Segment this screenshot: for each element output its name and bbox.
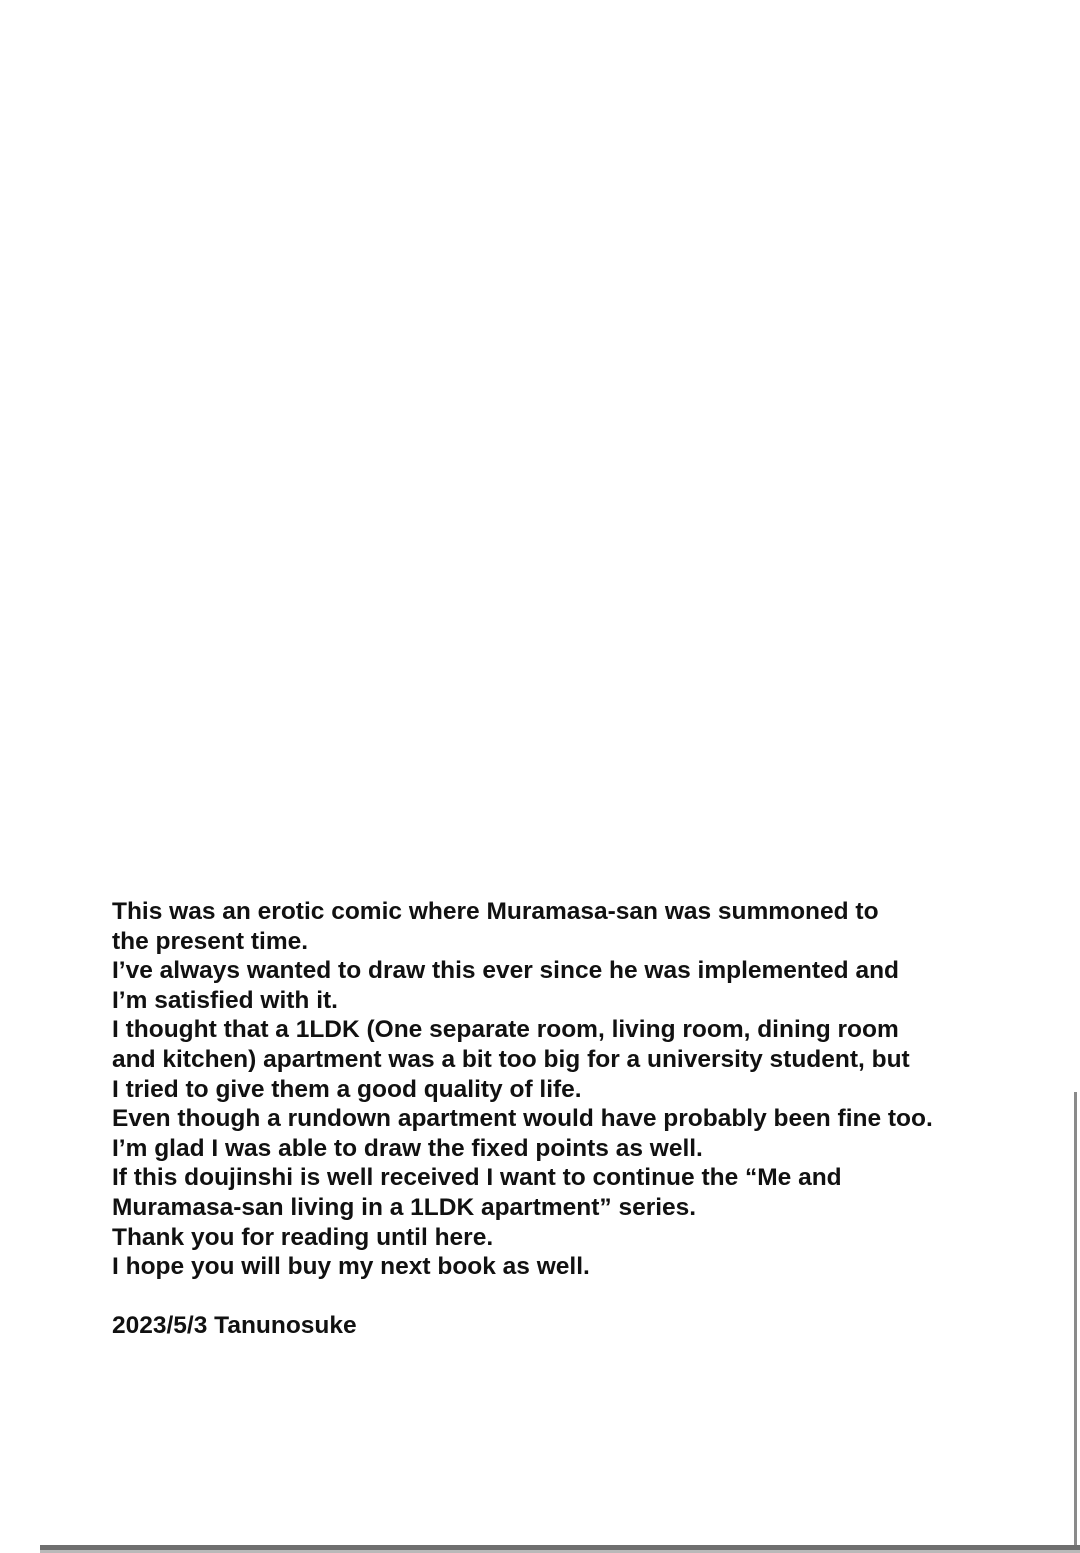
- afterword-line: I tried to give them a good quality of life.: [112, 1075, 582, 1103]
- afterword-line: This was an erotic comic where Muramasa-san was summoned to: [112, 898, 879, 925]
- afterword-line: I’m satisfied with it.: [112, 986, 338, 1014]
- page-right-edge: [1074, 1092, 1077, 1547]
- afterword-line: Muramasa-san living in a 1LDK apartment” series.: [112, 1193, 697, 1221]
- afterword-line: I’ve always wanted to draw this ever since he was implemented and: [112, 957, 900, 985]
- afterword-line: the present time.: [112, 927, 309, 955]
- afterword-line: I thought that a 1LDK (One separate room, living room, dining room: [112, 1016, 899, 1044]
- afterword-text: [112, 897, 1012, 1282]
- afterword-line: Thank you for reading until here.: [112, 1223, 494, 1251]
- afterword-line: I’m glad I was able to draw the fixed points as well.: [112, 1134, 703, 1162]
- afterword-line: I hope you will buy my next book as well.: [112, 1253, 590, 1281]
- afterword-line: and kitchen) apartment was a bit too big for a university student, but: [112, 1045, 910, 1073]
- signature-date-author: 2023/5/3 Tanunosuke: [112, 1312, 357, 1339]
- afterword-line: If this doujinshi is well received I want to continue the “Me and: [112, 1164, 842, 1192]
- afterword-line: Even though a rundown apartment would have probably been fine too.: [112, 1105, 933, 1133]
